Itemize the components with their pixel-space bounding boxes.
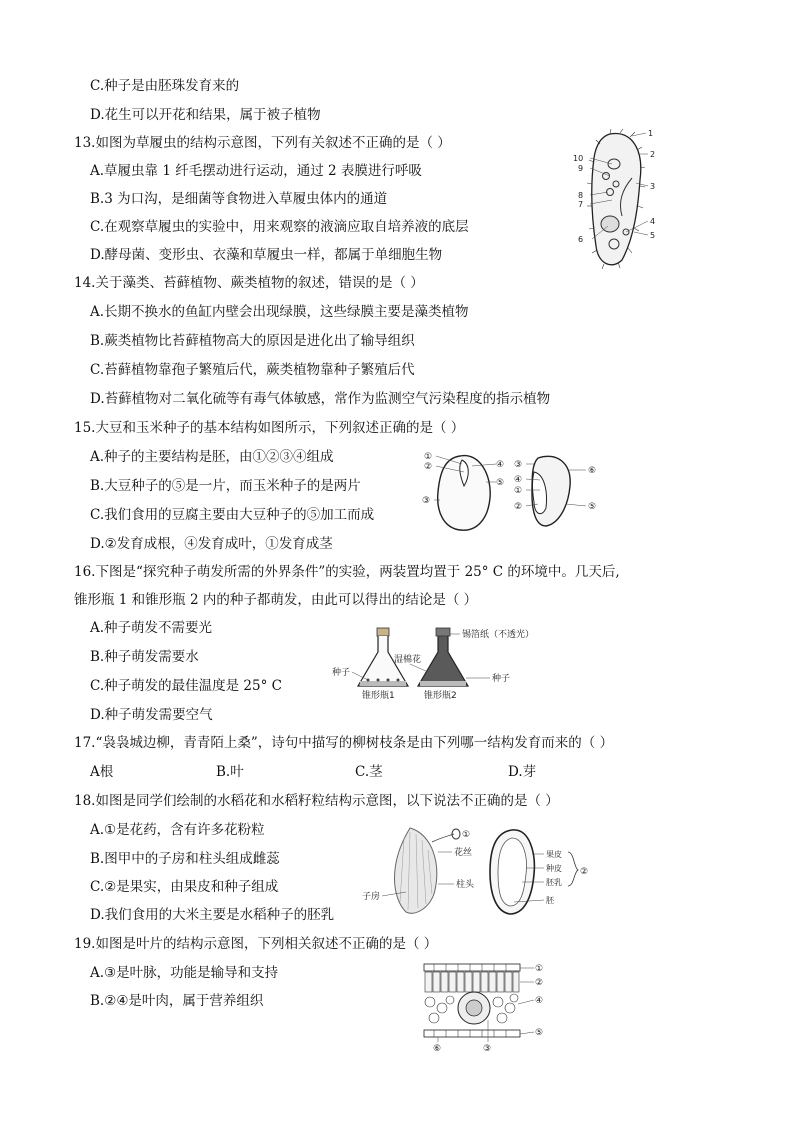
q16-option-a: A.种子萌发不需要光 — [90, 620, 213, 636]
q13-option-a: A.草履虫靠 1 纤毛摆动进行运动，通过 2 表膜进行呼吸 — [90, 163, 422, 179]
para-label-6: 6 — [578, 235, 584, 244]
para-label-10: 10 — [573, 154, 584, 163]
q17-option-a: A根 — [90, 764, 114, 780]
q16-option-b: B.种子萌发需要水 — [90, 649, 199, 665]
para-label-8: 8 — [578, 191, 584, 200]
q16-stem-line1: 16.下图是“探究种子萌发所需的外界条件”的实验，两装置均置于 25° C 的环境中。几天后, — [74, 564, 620, 580]
q16-stem-line2: 锥形瓶 1 和锥形瓶 2 内的种子都萌发，由此可以得出的结论是（ ） — [74, 592, 478, 608]
para-label-3: 3 — [650, 182, 656, 191]
flask1-seed-label: 种子 — [332, 668, 351, 678]
q13-option-b: B.3 为口沟，是细菌等食物进入草履虫体内的通道 — [90, 191, 388, 207]
q15-option-a: A.种子的主要结构是胚，由①②③④组成 — [90, 449, 334, 465]
para-label-9: 9 — [578, 164, 584, 173]
bean-label-4: ④ — [496, 460, 505, 470]
leaf-label-5: ⑤ — [535, 1028, 544, 1038]
q17-option-c: C.茎 — [355, 764, 383, 780]
q14-option-d: D.苔藓植物对二氧化硫等有毒气体敏感，常作为监测空气污染程度的指示植物 — [90, 391, 551, 407]
para-label-7: 7 — [578, 200, 584, 209]
para-label-2: 2 — [650, 150, 656, 159]
paramecium-figure — [570, 128, 670, 273]
q15-option-b: B.大豆种子的⑤是一片，而玉米种子的是两片 — [90, 478, 361, 494]
q17-option-b: B.叶 — [216, 764, 244, 780]
foil-label: 锡箔纸（不透光） — [462, 630, 535, 640]
q13-option-c: C.在观察草履虫的实验中，用来观察的液滴应取自培养液的底层 — [90, 219, 469, 235]
rice-flower-grain-figure — [362, 824, 598, 920]
leaf-label-2: ② — [535, 978, 544, 988]
q19-option-b: B.②④是叶肉，属于营养组织 — [90, 993, 264, 1009]
q17-option-d: D.芽 — [508, 764, 537, 780]
leaf-label-1: ① — [535, 964, 544, 974]
cotton-label: 湿棉花 — [394, 655, 422, 665]
rice-label-ovary: 子房 — [362, 892, 381, 902]
q18-option-a: A.①是花药，含有许多花粉粒 — [90, 822, 265, 838]
rice-label-anther: ① — [462, 830, 471, 840]
leaf-structure-figure — [420, 960, 550, 1052]
q18-stem: 18.如图是同学们绘制的水稻花和水稻籽粒结构示意图，以下说法不正确的是（ ） — [74, 793, 559, 809]
para-label-5: 5 — [650, 231, 656, 240]
leaf-label-3: ③ — [483, 1044, 492, 1052]
corn-label-2: ② — [514, 502, 523, 512]
grain-label-embryo: 胚 — [546, 896, 554, 905]
corn-label-6: ⑥ — [588, 466, 597, 476]
q15-option-c: C.我们食用的豆腐主要由大豆种子的⑤加工而成 — [90, 507, 375, 523]
para-label-1: 1 — [648, 129, 654, 138]
flask2-seed-label: 种子 — [492, 674, 511, 684]
rice-label-stigma: 柱头 — [456, 880, 475, 890]
q13-option-d: D.酵母菌、变形虫、衣藻和草履虫一样，都属于单细胞生物 — [90, 247, 443, 263]
grain-label-fruit: ② — [580, 867, 589, 877]
q16-option-d: D.种子萌发需要空气 — [90, 707, 213, 723]
q13-stem: 13.如图为草履虫的结构示意图，下列有关叙述不正确的是（ ） — [74, 135, 451, 151]
q18-option-d: D.我们食用的大米主要是水稻种子的胚乳 — [90, 907, 335, 923]
seed-structure-figure — [420, 446, 610, 536]
corn-label-1: ① — [514, 486, 523, 496]
para-label-4: 4 — [650, 217, 656, 226]
q14-stem: 14.关于藻类、苔藓植物、蕨类植物的叙述，错误的是（ ） — [74, 275, 424, 291]
q16-option-c: C.种子萌发的最佳温度是 25° C — [90, 678, 282, 694]
bean-label-3: ③ — [422, 496, 431, 506]
corn-label-3: ③ — [514, 460, 523, 470]
q12-option-d: D.花生可以开花和结果，属于被子植物 — [90, 107, 321, 123]
corn-label-5: ⑤ — [588, 502, 597, 512]
flask1-label: 锥形瓶1 — [362, 691, 395, 701]
q19-option-a: A.③是叶脉，功能是输导和支持 — [90, 965, 279, 981]
bean-label-1: ① — [424, 452, 433, 462]
corn-label-4: ④ — [514, 475, 523, 485]
q17-stem: 17.“袅袅城边柳，青青陌上桑”，诗句中描写的柳树枝条是由下列哪一结构发育而来的（ ） — [74, 735, 614, 751]
grain-label-endosperm: 胚乳 — [546, 878, 562, 887]
grain-label-peel: 果皮 — [546, 850, 562, 859]
rice-label-filament: 花丝 — [454, 848, 473, 858]
q19-stem: 19.如图是叶片的结构示意图，下列相关叙述不正确的是（ ） — [74, 936, 438, 952]
grain-label-coat: 种皮 — [546, 864, 562, 873]
q15-option-d: D.②发育成根，④发育成叶，①发育成茎 — [90, 536, 333, 552]
q14-option-c: C.苔藓植物靠孢子繁殖后代，蕨类植物靠种子繁殖后代 — [90, 362, 415, 378]
germination-experiment-figure — [330, 624, 540, 702]
bean-label-5: ⑤ — [496, 478, 505, 488]
q14-option-b: B.蕨类植物比苔藓植物高大的原因是进化出了输导组织 — [90, 333, 415, 349]
q18-option-b: B.图甲中的子房和柱头组成雌蕊 — [90, 851, 280, 867]
q15-stem: 15.大豆和玉米种子的基本结构如图所示，下列叙述正确的是（ ） — [74, 420, 465, 436]
q18-option-c: C.②是果实，由果皮和种子组成 — [90, 879, 279, 895]
bean-label-2: ② — [424, 462, 433, 472]
leaf-label-6: ⑥ — [433, 1044, 442, 1052]
leaf-label-4: ④ — [535, 996, 544, 1006]
q12-option-c: C.种子是由胚珠发育来的 — [90, 78, 240, 94]
q14-option-a: A.长期不换水的鱼缸内壁会出现绿膜，这些绿膜主要是藻类植物 — [90, 304, 469, 320]
flask2-label: 锥形瓶2 — [424, 691, 457, 701]
